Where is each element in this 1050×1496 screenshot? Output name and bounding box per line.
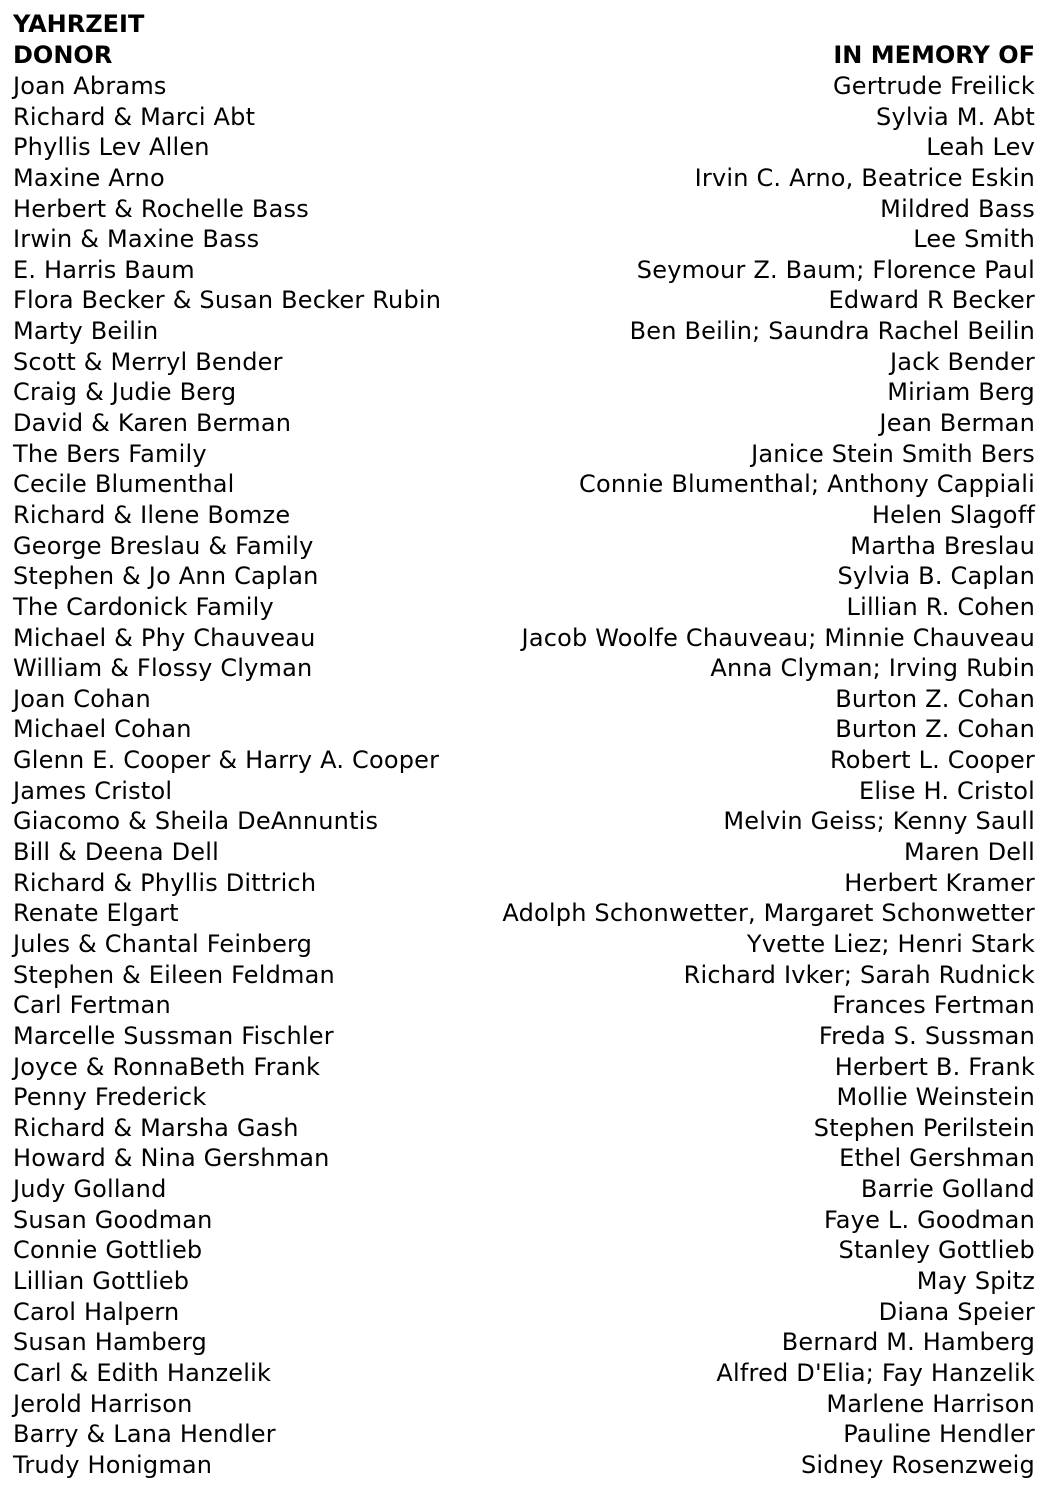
donor-name: Michael & Phy Chauveau <box>13 623 316 652</box>
donor-name: Scott & Merryl Bender <box>13 347 283 376</box>
donor-name: Richard & Phyllis Dittrich <box>13 868 317 897</box>
memorial-name: Gertrude Freilick <box>832 72 1035 100</box>
donor-name: Jerold Harrison <box>13 1389 193 1418</box>
list-item <box>13 1143 1035 1174</box>
memorial-name: Richard Ivker; Sarah Rudnick <box>683 960 1035 989</box>
list-item <box>13 714 1035 745</box>
memorial-name: Maren Dell <box>904 838 1035 867</box>
list-item <box>13 1021 1035 1052</box>
list-item <box>13 408 1035 439</box>
donor-name: Giacomo & Sheila DeAnnuntis <box>13 807 379 836</box>
donor-name: Joan Abrams <box>13 72 167 100</box>
memorial-name: Ethel Gershman <box>839 1144 1035 1173</box>
memorial-name: Marlene Harrison <box>826 1389 1035 1418</box>
memorial-name: Robert L. Cooper <box>829 746 1035 775</box>
donor-name: James Cristol <box>13 776 173 805</box>
memorial-name: Frances Fertman <box>832 991 1035 1020</box>
list-item <box>13 285 1035 316</box>
memorial-name: Sidney Rosenzweig <box>800 1450 1035 1479</box>
memorial-name: Barrie Golland <box>860 1175 1035 1204</box>
memorial-name: Elise H. Cristol <box>858 776 1035 805</box>
memorial-name: Mildred Bass <box>880 194 1035 223</box>
donor-name: The Bers Family <box>13 439 207 468</box>
memorial-name: Bernard M. Hamberg <box>781 1328 1035 1357</box>
memorial-name: Burton Z. Cohan <box>835 684 1035 713</box>
memorial-name: Leah Lev <box>926 133 1035 162</box>
list-item <box>13 71 1035 102</box>
donor-name: Joyce & RonnaBeth Frank <box>13 1052 321 1081</box>
memorial-name: Yvette Liez; Henri Stark <box>746 929 1035 958</box>
donor-name: Trudy Honigman <box>13 1450 213 1479</box>
donor-name: Maxine Arno <box>13 163 165 192</box>
memorial-name: Stephen Perilstein <box>813 1113 1035 1142</box>
donor-name: Jules & Chantal Feinberg <box>13 929 313 958</box>
donor-name: Flora Becker & Susan Becker Rubin <box>13 286 442 315</box>
memorial-name: Alfred D'Elia; Fay Hanzelik <box>716 1358 1035 1387</box>
donor-name: Carl Fertman <box>13 991 171 1020</box>
list-item <box>13 102 1035 133</box>
column-headers <box>13 40 1035 71</box>
donor-name: Craig & Judie Berg <box>13 378 237 407</box>
donor-name: Richard & Marci Abt <box>13 102 256 131</box>
list-item <box>13 776 1035 807</box>
donor-name: Richard & Marsha Gash <box>13 1113 299 1142</box>
memorial-name: Faye L. Goodman <box>823 1205 1035 1234</box>
donor-name: The Cardonick Family <box>13 592 274 621</box>
donor-list <box>13 71 1035 1480</box>
donor-name: Penny Frederick <box>13 1083 207 1112</box>
memorial-name: Mollie Weinstein <box>836 1083 1035 1112</box>
list-item <box>13 684 1035 715</box>
donor-name: Carl & Edith Hanzelik <box>13 1358 272 1387</box>
list-item <box>13 592 1035 623</box>
list-item <box>13 469 1035 500</box>
list-item <box>13 163 1035 194</box>
list-item <box>13 990 1035 1021</box>
donor-name: Glenn E. Cooper & Harry A. Cooper <box>13 746 440 775</box>
donor-name: Cecile Blumenthal <box>13 470 235 499</box>
list-item <box>13 868 1035 899</box>
donor-name: Lillian Gottlieb <box>13 1266 190 1295</box>
list-item <box>13 1174 1035 1205</box>
memorial-name: Ben Beilin; Saundra Rachel Beilin <box>629 317 1035 346</box>
list-item <box>13 1266 1035 1297</box>
list-item <box>13 806 1035 837</box>
memorial-name: Jack Bender <box>889 347 1035 376</box>
list-item <box>13 1082 1035 1113</box>
memorial-name: Sylvia B. Caplan <box>837 562 1035 591</box>
list-item <box>13 1235 1035 1266</box>
donor-name: Marcelle Sussman Fischler <box>13 1021 334 1050</box>
donor-name: Irwin & Maxine Bass <box>13 225 260 254</box>
list-item <box>13 1113 1035 1144</box>
memorial-name: Freda S. Sussman <box>818 1021 1035 1050</box>
donor-name: E. Harris Baum <box>13 255 195 284</box>
donor-name: William & Flossy Clyman <box>13 654 313 683</box>
donor-name: David & Karen Berman <box>13 409 292 438</box>
list-item <box>13 837 1035 868</box>
list-item <box>13 255 1035 286</box>
donor-name: Judy Golland <box>13 1175 167 1204</box>
list-item <box>13 531 1035 562</box>
list-item <box>13 898 1035 929</box>
list-item <box>13 960 1035 991</box>
donor-name: Marty Beilin <box>13 317 159 346</box>
memorial-name: Burton Z. Cohan <box>835 715 1035 744</box>
donor-column-header: DONOR <box>13 41 113 69</box>
memorial-name: Anna Clyman; Irving Rubin <box>710 654 1035 683</box>
memorial-name: Diana Speier <box>878 1297 1035 1326</box>
donor-name: Connie Gottlieb <box>13 1236 203 1265</box>
donor-name: Joan Cohan <box>13 684 151 713</box>
memorial-name: Pauline Hendler <box>843 1420 1035 1449</box>
donor-name: Carol Halpern <box>13 1297 180 1326</box>
donor-name: Richard & Ilene Bomze <box>13 500 291 529</box>
memorial-name: Janice Stein Smith Bers <box>751 439 1035 468</box>
list-item <box>13 653 1035 684</box>
list-item <box>13 377 1035 408</box>
donor-name: Howard & Nina Gershman <box>13 1144 330 1173</box>
donor-name: Stephen & Jo Ann Caplan <box>13 562 319 591</box>
list-item <box>13 439 1035 470</box>
memorial-name: Stanley Gottlieb <box>838 1236 1035 1265</box>
donor-name: Phyllis Lev Allen <box>13 133 210 162</box>
donor-name: Renate Elgart <box>13 899 179 928</box>
memorial-name: Adolph Schonwetter, Margaret Schonwetter <box>502 899 1035 928</box>
list-item <box>13 745 1035 776</box>
donor-name: Herbert & Rochelle Bass <box>13 194 309 223</box>
list-item <box>13 561 1035 592</box>
donor-name: Michael Cohan <box>13 715 192 744</box>
list-item <box>13 1389 1035 1420</box>
list-item <box>13 194 1035 225</box>
donor-name: Barry & Lana Hendler <box>13 1420 276 1449</box>
memorial-name: Helen Slagoff <box>871 500 1035 529</box>
memorial-name: Jean Berman <box>879 409 1035 438</box>
memorial-name: Lillian R. Cohen <box>846 592 1035 621</box>
donor-name: Susan Hamberg <box>13 1328 207 1357</box>
yahrzeit-list <box>13 9 1035 1480</box>
donor-name: Stephen & Eileen Feldman <box>13 960 335 989</box>
memorial-name: Seymour Z. Baum; Florence Paul <box>636 255 1035 284</box>
memorial-name: Herbert Kramer <box>844 868 1035 897</box>
donor-name: Susan Goodman <box>13 1205 213 1234</box>
list-item <box>13 929 1035 960</box>
memorial-name: Edward R Becker <box>828 286 1035 315</box>
list-item <box>13 347 1035 378</box>
memorial-name: Jacob Woolfe Chauveau; Minnie Chauveau <box>521 623 1035 652</box>
page-title: YAHRZEIT <box>13 10 145 38</box>
list-item <box>13 1450 1035 1481</box>
list-item <box>13 1358 1035 1389</box>
list-item <box>13 500 1035 531</box>
memorial-name: Melvin Geiss; Kenny Saull <box>723 807 1035 836</box>
list-item <box>13 1297 1035 1328</box>
list-item <box>13 1419 1035 1450</box>
memorial-name: Martha Breslau <box>850 531 1035 560</box>
list-item <box>13 623 1035 654</box>
memorial-name: May Spitz <box>916 1266 1035 1295</box>
list-item <box>13 1052 1035 1083</box>
donor-name: George Breslau & Family <box>13 531 314 560</box>
list-item <box>13 316 1035 347</box>
list-item <box>13 132 1035 163</box>
donor-name: Bill & Deena Dell <box>13 838 219 867</box>
list-item <box>13 1205 1035 1236</box>
memorial-name: Irvin C. Arno, Beatrice Eskin <box>694 163 1035 192</box>
list-item <box>13 224 1035 255</box>
memorial-name: Connie Blumenthal; Anthony Cappiali <box>579 470 1035 499</box>
in-memory-of-column-header: IN MEMORY OF <box>833 41 1035 69</box>
memorial-name: Herbert B. Frank <box>834 1052 1035 1081</box>
memorial-name: Miriam Berg <box>887 378 1035 407</box>
memorial-name: Sylvia M. Abt <box>876 102 1035 131</box>
list-item <box>13 1327 1035 1358</box>
memorial-name: Lee Smith <box>913 225 1035 254</box>
